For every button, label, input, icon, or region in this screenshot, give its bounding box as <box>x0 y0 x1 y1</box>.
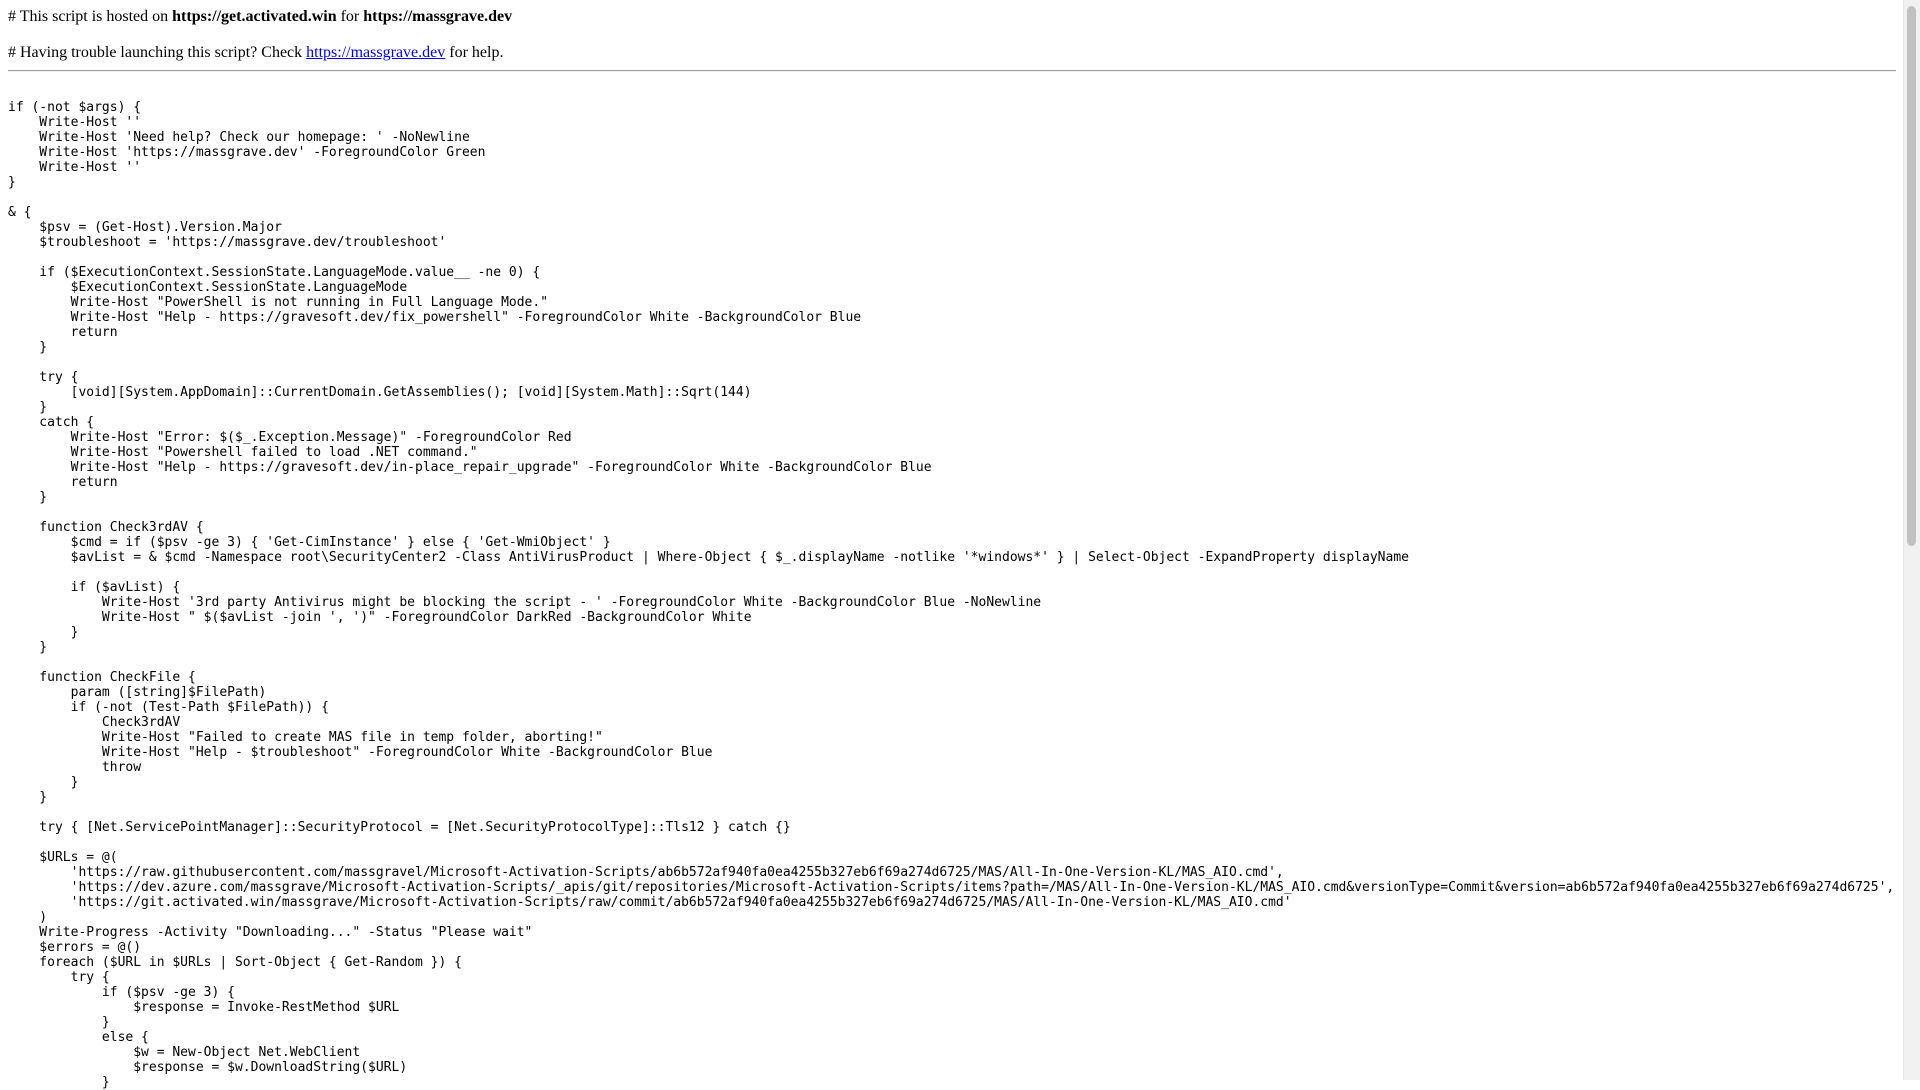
script-code: if (-not $args) { Write-Host '' Write-Host 'Need help? Check our homepage: ' -NoNewline Write-Host 'https://massgrave.dev' -ForegroundColor Green Write-Host '' } & { $psv = (Get-Host).Version.Major $troubleshoot = 'https://massgrave.dev/troubleshoot' if ($ExecutionContext.SessionState.LanguageMode.value__ -ne 0) { $ExecutionContext.SessionState.LanguageMode Write-Host "PowerShell is not running in Full Language Mode." Write-Host "Help - https://gravesoft.dev/fix_powershell" -ForegroundColor White -BackgroundColor Blue return } try { [void][System.AppDomain]::CurrentDomain.GetAssemblies(); [void][System.Math]::Sqrt(144) } catch { Write-Host "Error: $($_.Exception.Message)" -ForegroundColor Red Write-Host "Powershell failed to load .NET command." Write-Host "Help - https://gravesoft.dev/in-place_repair_upgrade" -ForegroundColor White -BackgroundColor Blue return } function Check3rdAV { $cmd = if ($psv -ge 3) { 'Get-CimInstance' } else { 'Get-WmiObject' } $avList = & $cmd -Namespace root\SecurityCenter2 -Class AntiVirusProduct | Where-Object { $_.displayName -notlike '*windows*' } | Select-Object -ExpandProperty displayName if ($avList) { Write-Host '3rd party Antivirus might be blocking the script - ' -ForegroundColor White -BackgroundColor Blue -NoNewline Write-Host " $($avList -join ', ')" -ForegroundColor DarkRed -BackgroundColor White } } function CheckFile { param ([string]$FilePath) if (-not (Test-Path $FilePath)) { Check3rdAV Write-Host "Failed to create MAS file in temp folder, aborting!" Write-Host "Help - $troubleshoot" -ForegroundColor White -BackgroundColor Blue throw } } try { [Net.ServicePointManager]::SecurityProtocol = [Net.SecurityProtocolType]::Tls12 } catch {} $URLs = @( 'https://raw.githubusercontent.com/massgravel/Microsoft-Activation-Scripts/ab6b572af940fa0ea4255b327eb6f69a274d6725/MAS/All-In-One-Version-KL/MAS_AIO.cmd', 'https://dev.azure.com/massgrave/Microsoft-Activation-Scripts/_apis/git/repositories/Microsoft-Activation-Scripts/items?path=/MAS/All-In-One-Version-KL/MAS_AIO.cmd&versionType=Commit&version=ab6b572af940fa0ea4255b327eb6f69a274d6725', 'https://git.activated.win/massgrave/Microsoft-Activation-Scripts/raw/commit/ab6b572af940fa0ea4255b327eb6f69a274d6725/MAS/All-In-One-Version-KL/MAS_AIO.cmd' ) Write-Progress -Activity "Downloading..." -Status "Please wait" $errors = @() foreach ($URL in $URLs | Sort-Object { Get-Random }) { try { if ($psv -ge 3) { $response = Invoke-RestMethod $URL } else { $w = New-Object Net.WebClient $response = $w.DownloadString($URL) } <box>8 100 1895 1090</box>
hosting-middle: for <box>336 8 364 25</box>
hosting-site: https://massgrave.dev <box>363 8 513 25</box>
help-prefix: # Having trouble launching this script? Check <box>8 44 307 61</box>
scrollbar-thumb[interactable] <box>1907 6 1916 546</box>
help-suffix: for help. <box>445 44 504 61</box>
hosting-host: https://get.activated.win <box>172 8 337 25</box>
hosting-prefix: # This script is hosted on <box>8 8 173 25</box>
hosting-comment <box>8 8 512 26</box>
divider <box>8 70 1896 72</box>
help-comment <box>8 44 503 62</box>
massgrave-link[interactable]: https://massgrave.dev <box>306 44 446 61</box>
vertical-scrollbar[interactable] <box>1903 0 1920 1080</box>
